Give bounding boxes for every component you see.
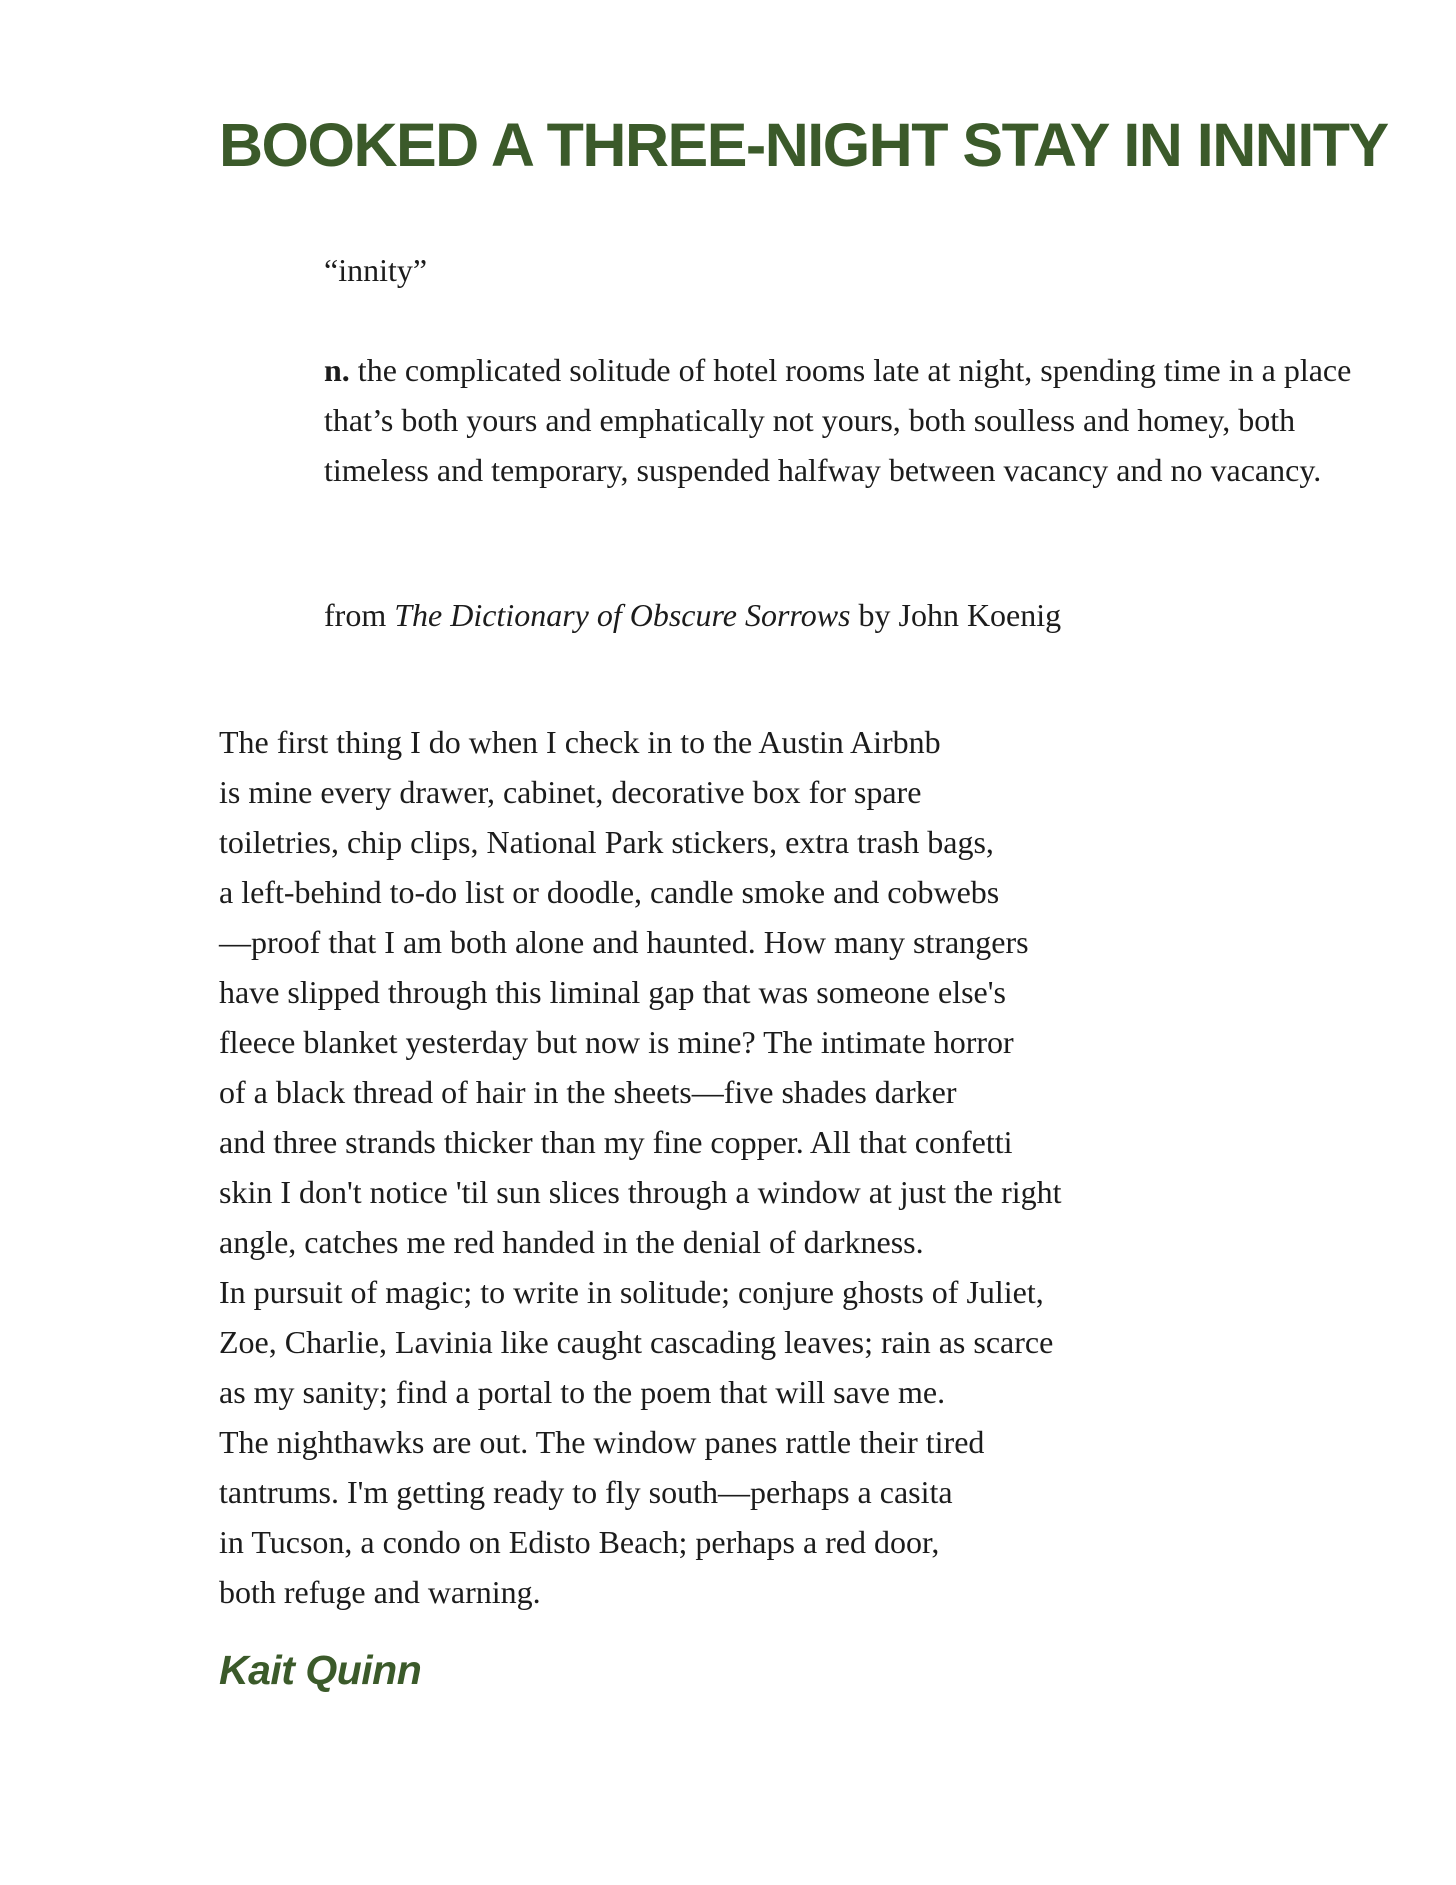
poem-line: have slipped through this liminal gap that was someone else's: [219, 974, 1006, 1010]
poem-line: skin I don't notice 'til sun slices through a window at just the right: [219, 1174, 1062, 1210]
poem-line: angle, catches me red handed in the denial of darkness.: [219, 1224, 924, 1260]
poem-line: in Tucson, a condo on Edisto Beach; perhaps a red door,: [219, 1524, 940, 1560]
poem-title: BOOKED A THREE-NIGHT STAY IN INNITY: [219, 111, 1388, 179]
poem-line: a left-behind to-do list or doodle, candle smoke and cobwebs: [219, 874, 1000, 910]
epigraph-word: “innity”: [324, 252, 428, 288]
poem-line: tantrums. I'm getting ready to fly south—perhaps a casita: [219, 1474, 953, 1510]
poem-line: The first thing I do when I check in to the Austin Airbnb: [219, 724, 941, 760]
poem-line: toiletries, chip clips, National Park stickers, extra trash bags,: [219, 824, 994, 860]
poem-line: In pursuit of magic; to write in solitude; conjure ghosts of Juliet,: [219, 1274, 1044, 1310]
poem-line: —proof that I am both alone and haunted. How many strangers: [219, 924, 1029, 960]
epigraph: [324, 245, 1384, 633]
poem-line: fleece blanket yesterday but now is mine? The intimate horror: [219, 1024, 1014, 1060]
source-prefix: from: [324, 597, 387, 633]
source-title: The Dictionary of Obscure Sorrows: [394, 597, 851, 633]
poem-line: is mine every drawer, cabinet, decorative box for spare: [219, 774, 922, 810]
epigraph-source: [324, 590, 1061, 640]
source-suffix: by John Koenig: [858, 597, 1062, 633]
author-name: Kait Quinn: [219, 1647, 422, 1693]
poem-body: [219, 717, 1062, 1617]
definition-text: the complicated solitude of hotel rooms late at night, spending time in a place that’s both yours and emphatically not yours, both soulless and homey, both timeless and temporary, suspended halfway between vacancy and no vacancy.: [324, 352, 1352, 488]
poem-line: of a black thread of hair in the sheets—five shades darker: [219, 1074, 957, 1110]
epigraph-definition-paragraph: [324, 345, 1384, 495]
poem-line: Zoe, Charlie, Lavinia like caught cascading leaves; rain as scarce: [219, 1324, 1054, 1360]
part-of-speech: n.: [324, 352, 350, 388]
poem-line: and three strands thicker than my fine copper. All that confetti: [219, 1124, 1013, 1160]
poem-line: The nighthawks are out. The window panes rattle their tired: [219, 1424, 985, 1460]
poem-line: as my sanity; find a portal to the poem that will save me.: [219, 1374, 946, 1410]
poem-line: both refuge and warning.: [219, 1574, 541, 1610]
